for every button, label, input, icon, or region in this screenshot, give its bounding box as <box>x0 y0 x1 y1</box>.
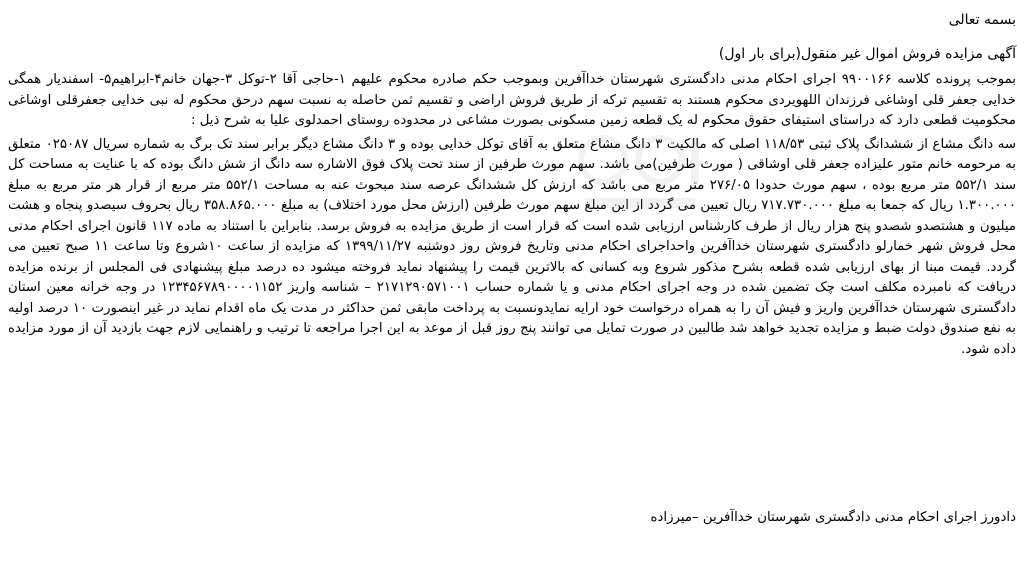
notice-paragraph-details: سه دانگ مشاع از ششدانگ پلاک ثبتی ۱۱۸/۵۳ اصلی که مالکیت ۳ دانگ مشاع متعلق به آقای توکل خدایی بوده و ۳ دانگ مشاع دیگر برابر سند تک برگ به شماره سریال ۰۲۵۰۸۷ متعلق به مرحومه خانم متور علیزاده جعفر قلی اوشاقی ( مورث طرفین)می باشد. سهم مورث طرفین از سند تحت پلاک فوق الاشاره سه دانگ از شش دانگ بوده که با عنایت به مساحت کل سند ۵۵۲/۱ متر مربع بوده ، سهم مورث حدودا ۲۷۶/۰۵ متر مربع می باشد که ارزش کل ششدانگ عرصه سند مبحوث عنه به مساحت ۵۵۲/۱ متر مربع از قرار هر متر مربع به مبلغ ۱.۳۰۰.۰۰۰ ریال که جمعا به مبلغ ۷۱۷.۷۳۰.۰۰۰ ریال تعیین می گردد از این مبلغ سهم مورث طرفین (ارزش محل مورد اختلاف) به مبلغ ۳۵۸.۸۶۵.۰۰۰ ریال بحروف سیصدو پنجاه و هشت میلیون و هشتصدو شصدو پنج هزار ریال از طرف کارشناس ارزیابی شده است که قرار است از طریق مزایده به فروش برسد. بنابراین با استناد به ماده ۱۱۷ قانون اجرای احکام مدنی محل فروش شهر خمارلو دادگستری شهرستان خداآفرین واحداجرای احکام مدنی وتاریخ فروش روز دوشنبه ۱۳۹۹/۱۱/۲۷ که مزایده از ساعت ۱۰شروع وتا ساعت ۱۱ صبح تعیین می گردد. قیمت مبنا از بهای ارزیابی شده قطعه بشرح مذکور شروع وبه کسانی که بالاترین قیمت را پیشنهاد نماید فروخته میشود ده درصد مبلغ پیشنهادی فی المجلس از برنده مزایده دریافت که نامبرده مکلف است چک تضمین شده در وجه اجرای احکام مدنی و یا شماره حساب ۲۱۷۱۲۹۰۵۷۱۰۰۱ – شناسه واریز ۱۲۳۴۵۶۷۸۹۰۰۰۰۱۱۵۲ در وجه خرانه معین استان دادگستری شهرستان خداآفرین واریز و فیش آن را به همراه درخواست خود ارایه نمایدونسبت به پرداخت مابقی ثمن حداکثر در مدت یک ماه اقدام نماید در غیر اینصورت ۱۰ درصد اولیه به نفع صندوق دولت ضبط و مزایده تجدید خواهد شد طالبین در صورت تمایل می توانند پنج روز قبل از موعد به این اجرا مراجعه تا ترتیب و راهنمایی لازم جهت بازدید آن از مورد مزایده داده شود. <box>8 136 1016 357</box>
signature-line: دادورز اجرای احکام مدنی دادگستری شهرستان خداآفرین –میرزاده <box>650 510 1016 525</box>
notice-paragraph-intro: بموجب پرونده کلاسه ۹۹۰۰۱۶۶ اجرای احکام مدنی دادگستری شهرستان خداآفرین وبموجب حکم صادره محکوم علیهم ۱-حاجی آقا ۲-توکل ۳-جهان خانم۴-ابراهیم۵- اسفندیار همگی خدایی جعفر قلی اوشاغی فرزندان اللهویردی محکوم هستند به تقسیم ترکه از طریق فروش اراضی و تقسیم ثمن حاصله به نسبت سهم درحق محکوم له نبی خدایی جعفرقلی اوشاغی محکومیت قطعی دارد که دراستای استیفای حقوق محکوم له یک قطعه زمین مسکونی بصورت مشاعی در محدوده روستای احمدلوی علیا به شرح ذیل : <box>8 72 1017 128</box>
notice-title: آگهی مزایده فروش اموال غیر منقول(برای بار اول) <box>718 46 1016 62</box>
basmala-heading: بسمه تعالی <box>948 12 1016 28</box>
